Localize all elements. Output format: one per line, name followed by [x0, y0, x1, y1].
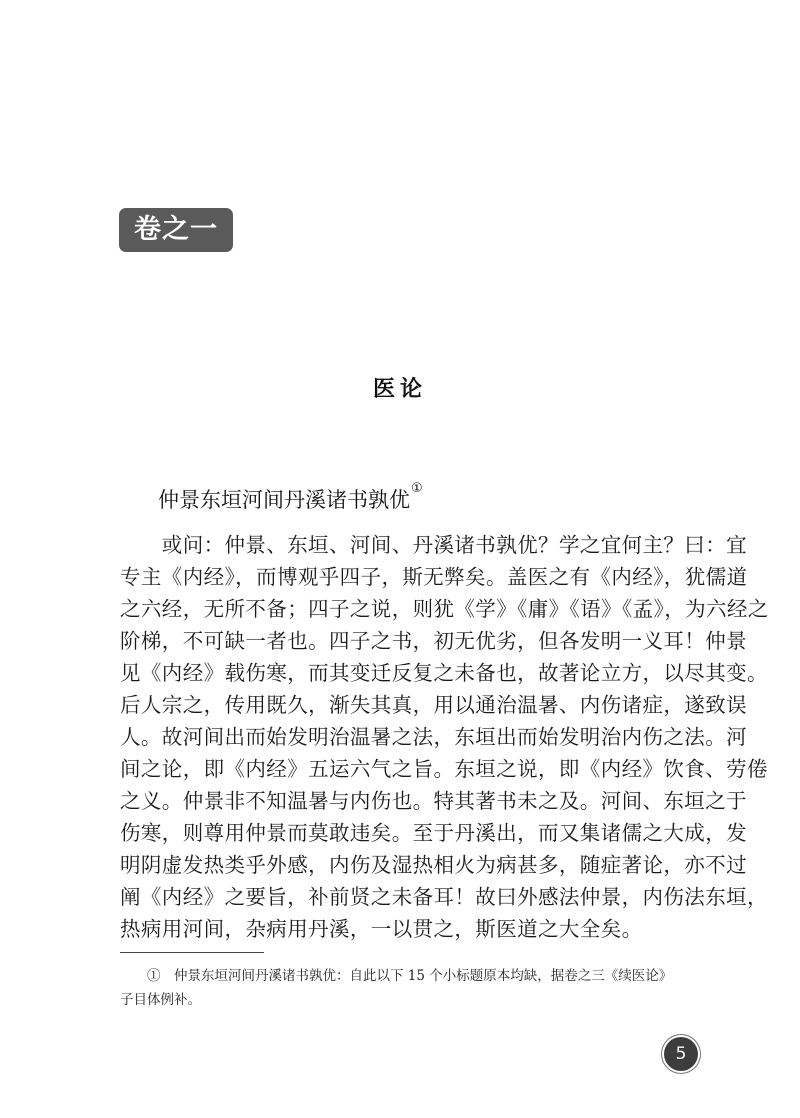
subsection-title-text: 仲景东垣河间丹溪诸书孰优 [158, 488, 410, 512]
body-line: 阶梯，不可缺一者也。四子之书，初无优劣，但各发明一义耳！仲景 [120, 629, 747, 653]
body-text [120, 529, 769, 945]
section-title: 医论 [372, 377, 427, 402]
page-number-badge: 5 [664, 1037, 698, 1071]
body-line: 间之论，即《内经》五运六气之旨。东垣之说，即《内经》饮食、劳倦 [120, 757, 768, 781]
body-line: 见《内经》载伤寒，而其变迁反复之未备也，故著论立方，以尽其变。 [120, 661, 768, 685]
body-line: 热病用河间，杂病用丹溪，一以贯之，斯医道之大全矣。 [120, 917, 643, 941]
footnote-marker[interactable]: ① [411, 481, 423, 496]
body-line: 之义。仲景非不知温暑与内伤也。特其著书未之及。河间、东垣之于 [120, 789, 747, 813]
body-line: 阐《内经》之要旨，补前贤之未备耳！故曰外感法仲景，内伤法东垣， [120, 885, 768, 909]
footnote-line: 子目体例补。 [120, 992, 201, 1008]
footnote [120, 964, 690, 1012]
body-line: 或问：仲景、东垣、河间、丹溪诸书孰优？学之宜何主？曰：宜 [120, 533, 747, 557]
body-line: 明阴虚发热类乎外感，内伤及湿热相火为病甚多，随症著论，亦不过 [120, 853, 747, 877]
footnote-divider [120, 952, 264, 953]
body-line: 之六经，无所不备；四子之说，则犹《学》《庸》《语》《孟》，为六经之 [120, 597, 769, 621]
body-line: 专主《内经》，而博观乎四子，斯无弊矣。盖医之有《内经》，犹儒道 [120, 565, 748, 589]
top-margin [0, 0, 800, 196]
volume-label: 卷之一 [119, 208, 233, 252]
body-line: 人。故河间出而始发明治温暑之法，东垣出而始发明治内伤之法。河 [120, 725, 747, 749]
subsection-title [158, 481, 423, 514]
body-line: 后人宗之，传用既久，渐失其真，用以通治温暑、内伤诸症，遂致误 [120, 693, 747, 717]
footnote-line: ① 仲景东垣河间丹溪诸书孰优：自此以下 15 个小标题原本均缺，据卷之三《续医论》 [120, 968, 673, 984]
body-line: 伤寒，则尊用仲景而莫敢违矣。至于丹溪出，而又集诸儒之大成，发 [120, 821, 747, 845]
